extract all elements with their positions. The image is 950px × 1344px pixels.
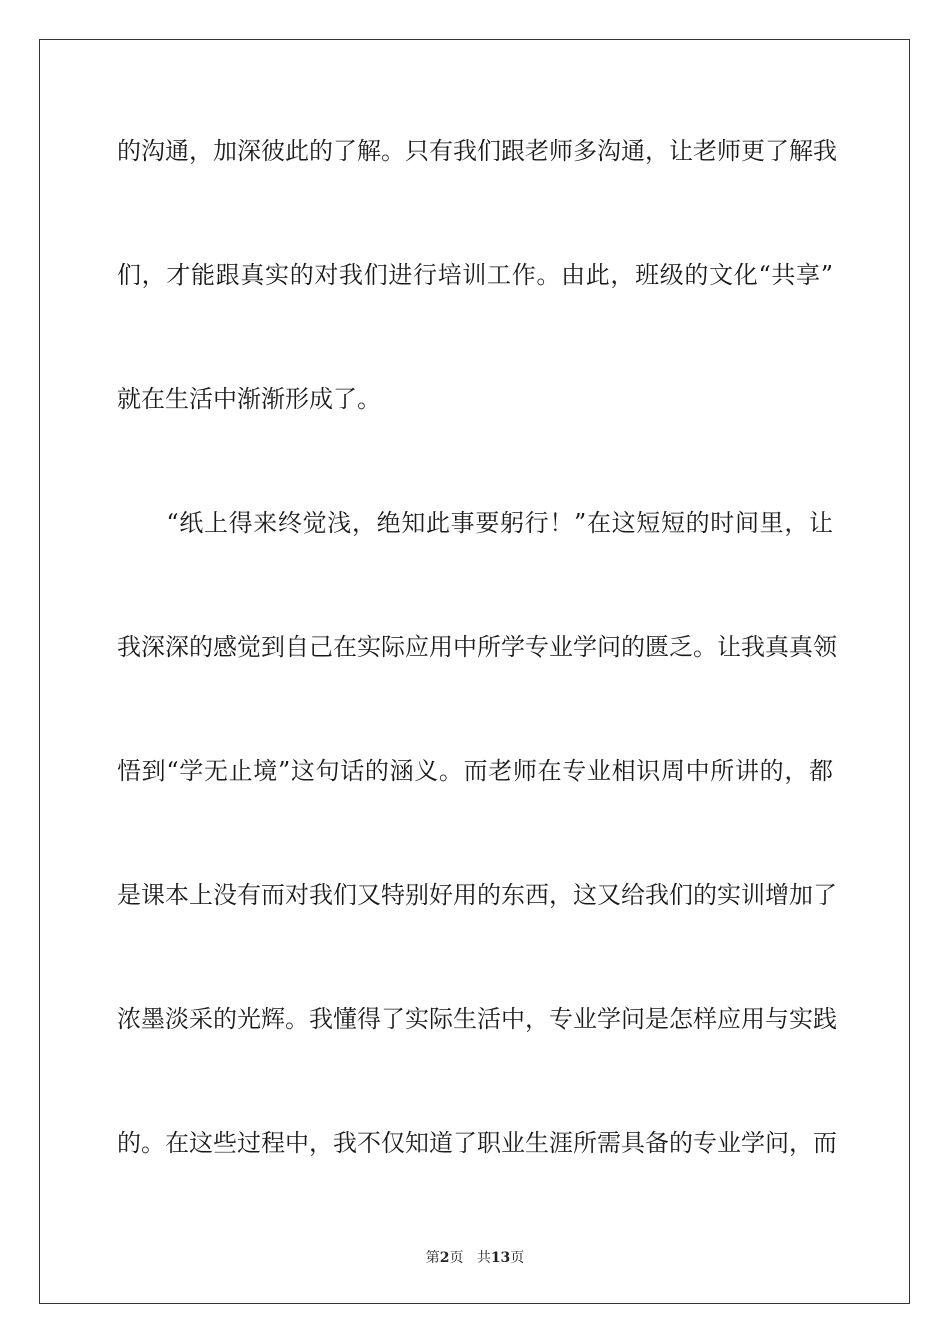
text-line: 的。在这些过程中，我不仅知道了职业生涯所需具备的专业学问，而 [117, 1129, 837, 1157]
total-suffix: 页 [510, 1250, 525, 1266]
text-line: 我深深的感觉到自己在实际应用中所学专业学问的匮乏。让我真真领 [117, 633, 837, 661]
page-suffix: 页 [449, 1250, 464, 1266]
text-line: “纸上得来终觉浅，绝知此事要躬行！”在这短短的时间里，让 [117, 509, 833, 537]
page-prefix: 第 [425, 1250, 440, 1266]
text-line: 是课本上没有而对我们又特别好用的东西，这又给我们的实训增加了 [117, 881, 837, 909]
text-line: 们，才能跟真实的对我们进行培训工作。由此，班级的文化“共享” [117, 261, 833, 289]
text-line: 浓墨淡采的光辉。我懂得了实际生活中，专业学问是怎样应用与实践 [117, 1005, 837, 1033]
total-prefix: 共 [476, 1250, 491, 1266]
page-footer [0, 1249, 950, 1267]
text-line: 的沟通，加深彼此的了解。只有我们跟老师多沟通，让老师更了解我 [117, 137, 837, 165]
page-border [39, 39, 910, 1304]
text-line: 就在生活中渐渐形成了。 [117, 385, 381, 413]
page-number: 2 [439, 1250, 450, 1266]
total-pages: 13 [490, 1250, 511, 1266]
text-line: 悟到“学无止境”这句话的涵义。而老师在专业相识周中所讲的，都 [117, 757, 833, 785]
